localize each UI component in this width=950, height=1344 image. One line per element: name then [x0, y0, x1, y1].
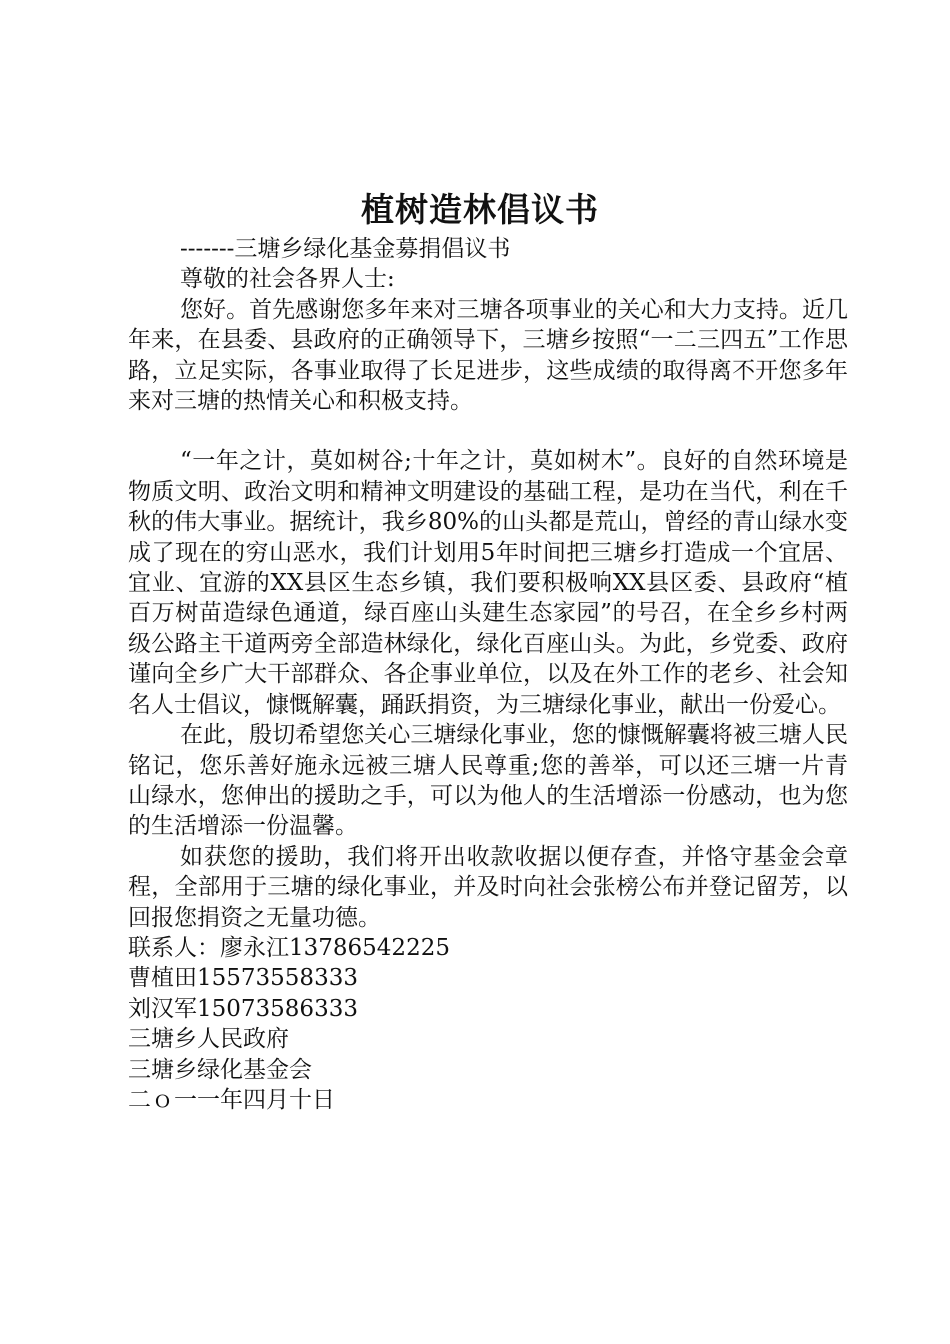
document-body	[128, 234, 848, 1115]
contact-line: 曹植田15573558333	[128, 965, 358, 992]
signature-line: 三塘乡绿化基金会	[128, 1056, 312, 1083]
paragraph-initiative: “一年之计，莫如树谷;十年之计，莫如树木”。良好的自然环境是物质文明、政治文明和精神文明建设的基础工程，是功在当代，利在千秋的伟大事业。据统计，我乡80%的山头都是荒山，曾经的青山绿水变成了现在的穷山恶水，我们计划用5年时间把三塘乡打造成一个宜居、宜业、宜游的XX县区生态乡镇，我们要积极响XX县区委、县政府“植百万树苗造绿色通道，绿百座山头建生态家园”的号召，在全乡乡村两级公路主干道两旁全部造林绿化，绿化百座山头。为此，乡党委、政府谨向全乡广大干部群众、各企事业单位，以及在外工作的老乡、社会知名人士倡议，慷慨解囊，踊跃捐资，为三塘绿化事业，献出一份爱心。	[128, 448, 848, 718]
paragraph-receipt: 如获您的援助，我们将开出收款收据以便存查，并恪守基金会章程，全部用于三塘的绿化事业，并及时向社会张榜公布并登记留芳，以回报您捐资之无量功德。	[128, 843, 848, 931]
document-date: 二ｏ一一年四月十日	[128, 1086, 335, 1113]
document-title: 植树造林倡议书	[361, 190, 599, 229]
salutation: 尊敬的社会各界人士:	[180, 266, 395, 293]
paragraph-gap	[128, 416, 848, 446]
subtitle: -------三塘乡绿化基金募捐倡议书	[180, 236, 511, 262]
signature-line: 三塘乡人民政府	[128, 1026, 289, 1053]
contact-line: 联系人：廖永江13786542225	[128, 934, 450, 961]
paragraph-greeting: 您好。首先感谢您多年来对三塘各项事业的关心和大力支持。近几年来，在县委、县政府的正确领导下，三塘乡按照“一二三四五”工作思路，立足实际，各事业取得了长足进步，这些成绩的取得离不开您多年来对三塘的热情关心和积极支持。	[128, 296, 848, 415]
paragraph-appeal: 在此，殷切希望您关心三塘绿化事业，您的慷慨解囊将被三塘人民铭记，您乐善好施永远被三塘人民尊重;您的善举，可以还三塘一片青山绿水，您伸出的援助之手，可以为他人的生活增添一份感动，也为您的生活增添一份温馨。	[128, 722, 848, 840]
contact-line: 刘汉军15073586333	[128, 995, 358, 1022]
